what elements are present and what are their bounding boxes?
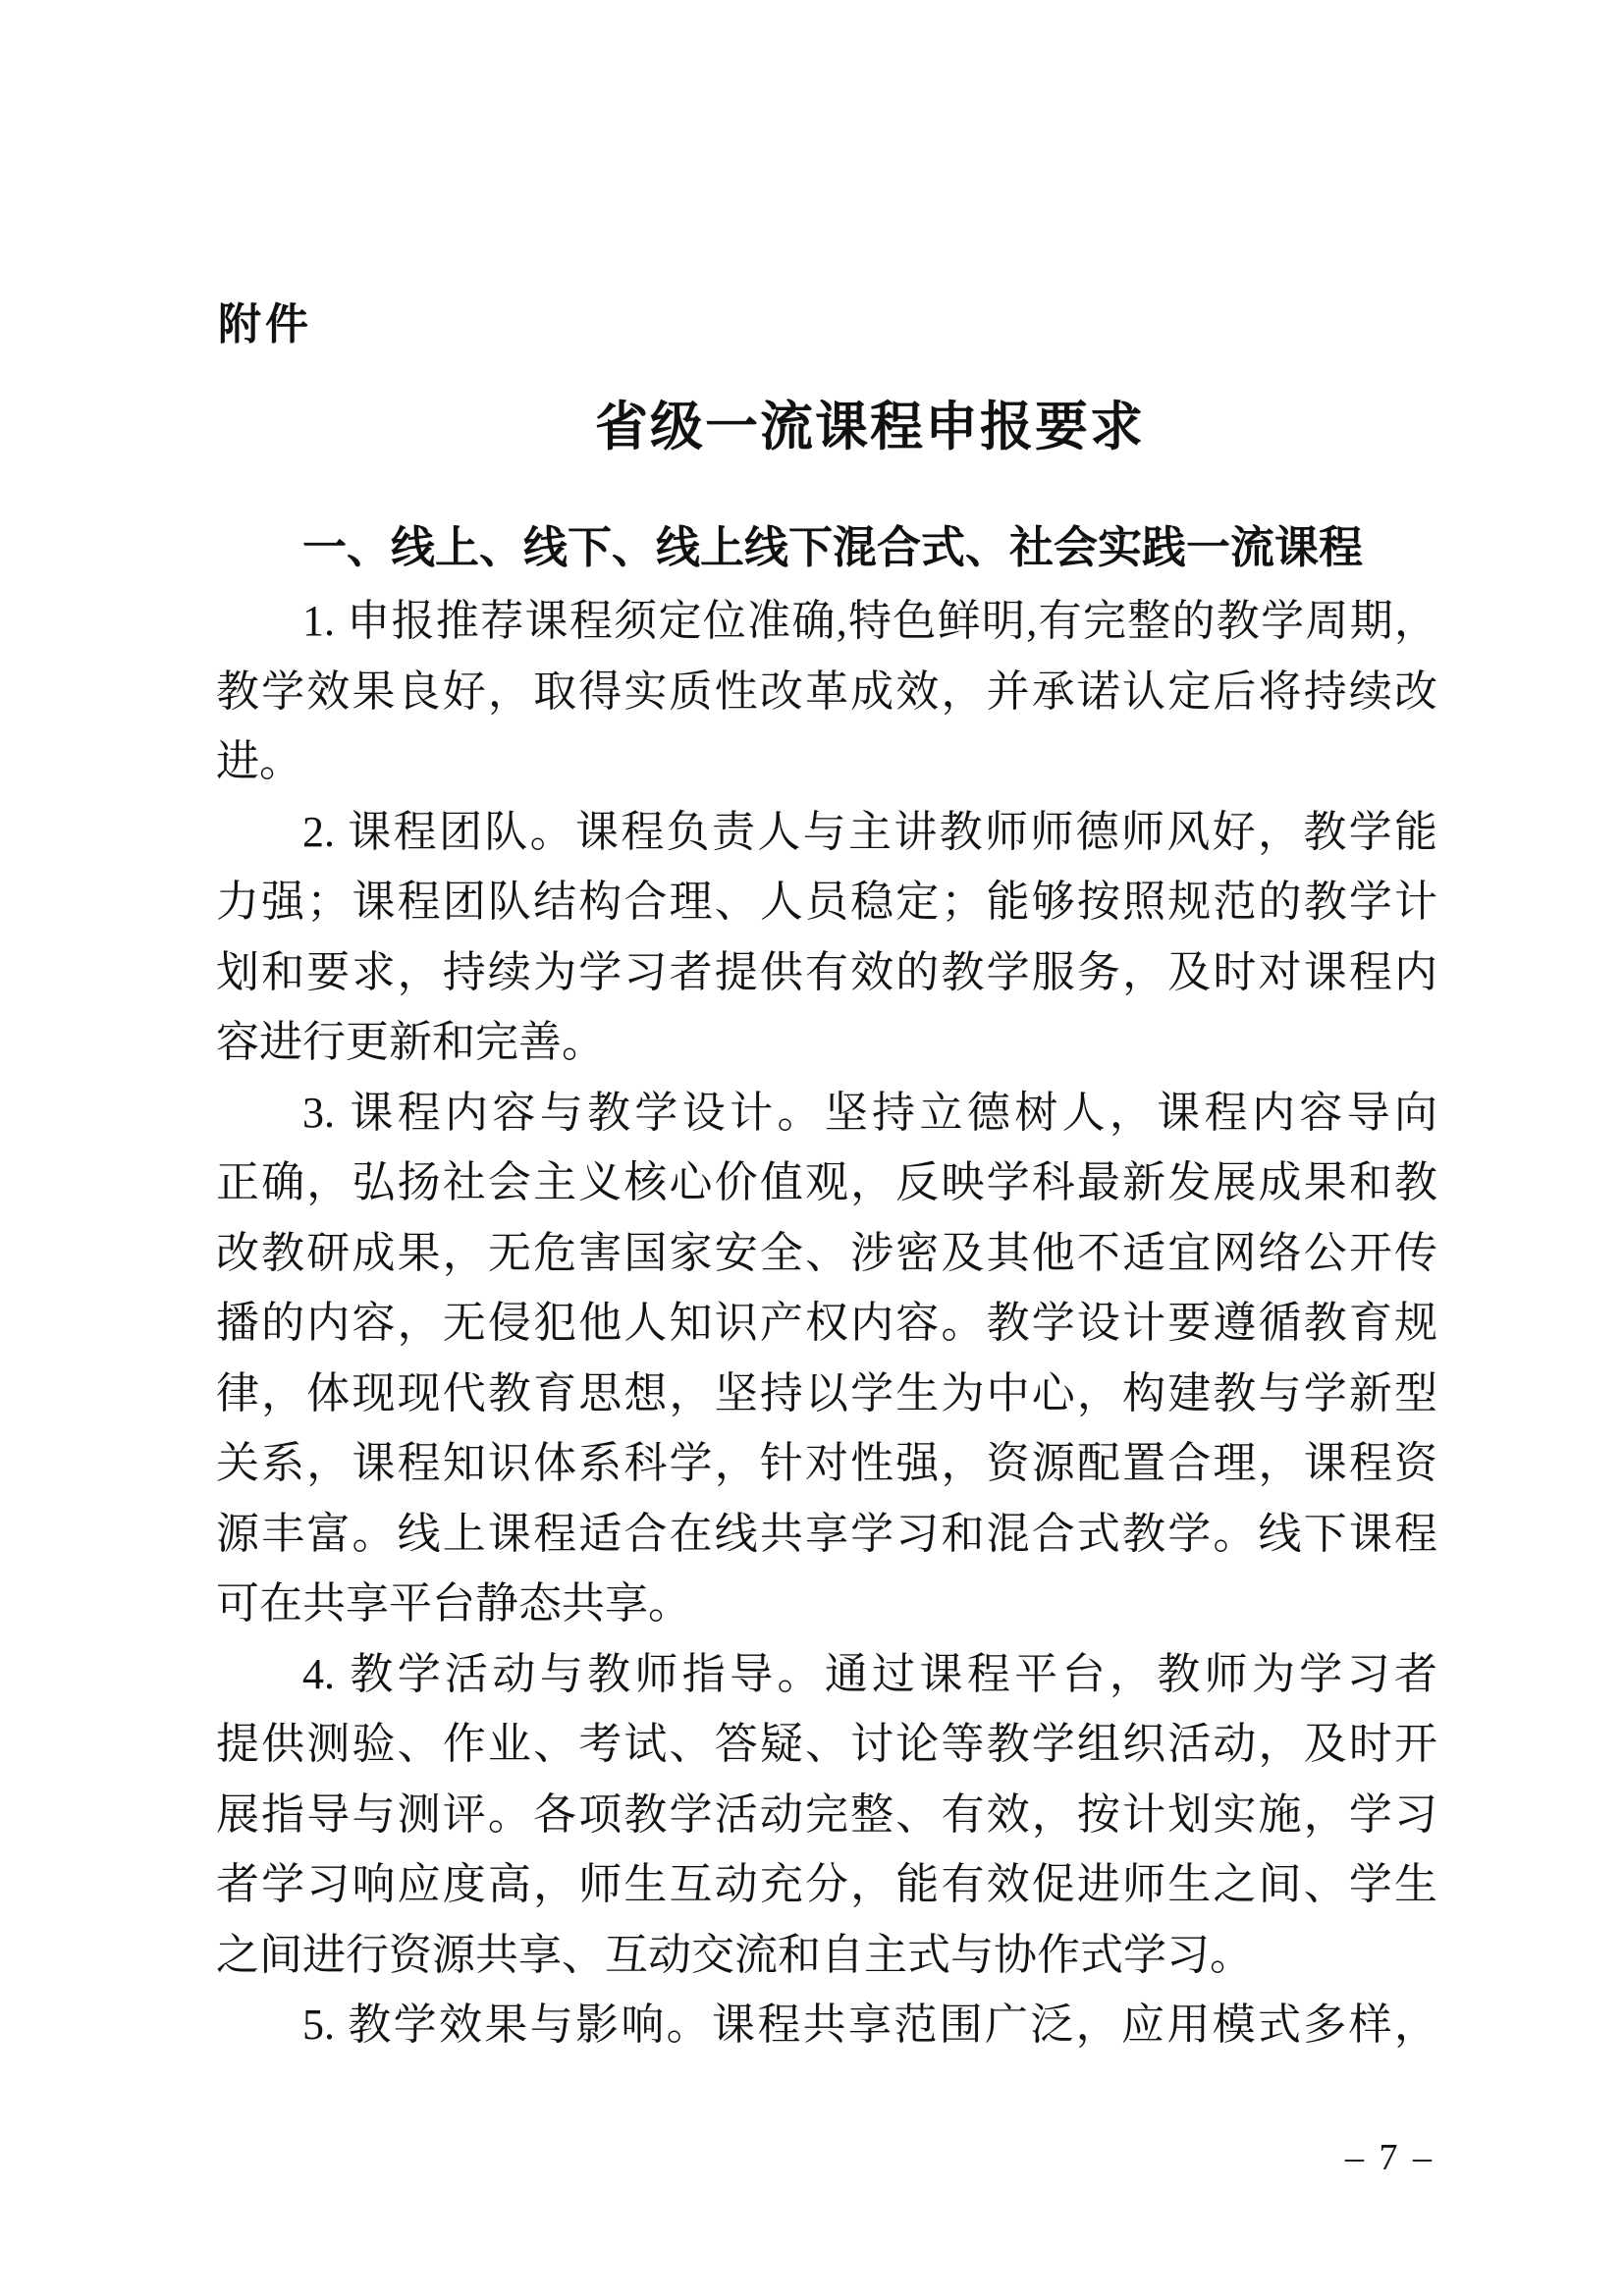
- page-number: – 7 –: [1345, 2137, 1435, 2178]
- body-line: 者学习响应度高，师生互动充分，能有效促进师生之间、学生: [216, 1860, 1437, 1908]
- body-line: 力强；课程团队结构合理、人员稳定；能够按照规范的教学计: [216, 878, 1437, 926]
- body-line: 播的内容，无侵犯他人知识产权内容。教学设计要遵循教育规: [216, 1299, 1437, 1347]
- section-heading: 一、线上、线下、线上线下混合式、社会实践一流课程: [302, 522, 1364, 572]
- body-line: 1. 申报推荐课程须定位准确,特色鲜明,有完整的教学周期，: [302, 597, 1437, 645]
- paragraph: [216, 1990, 1437, 2060]
- body-line: 源丰富。线上课程适合在线共享学习和混合式教学。线下课程: [216, 1509, 1437, 1558]
- body-line: 教学效果良好，取得实质性改革成效，并承诺认定后将持续改: [216, 667, 1437, 716]
- body-line: 律，体现现代教育思想，坚持以学生为中心，构建教与学新型: [216, 1368, 1437, 1417]
- body-line: 5. 教学效果与影响。课程共享范围广泛，应用模式多样，: [302, 2001, 1437, 2049]
- body-line: 关系，课程知识体系科学，针对性强，资源配置合理，课程资: [216, 1439, 1437, 1487]
- body-line: 之间进行资源共享、互动交流和自主式与协作式学习。: [216, 1930, 1253, 1979]
- body-line: 容进行更新和完善。: [216, 1018, 605, 1066]
- body-line: 展指导与测评。各项教学活动完整、有效，按计划实施，学习: [216, 1789, 1437, 1839]
- paragraph: [216, 1639, 1437, 1991]
- body-line: 3. 课程内容与教学设计。坚持立德树人，课程内容导向: [302, 1088, 1437, 1137]
- body-line: 进。: [216, 737, 302, 785]
- body-line: 正确，弘扬社会主义核心价值观，反映学科最新发展成果和教: [216, 1158, 1437, 1206]
- body-line: 改教研成果，无危害国家安全、涉密及其他不适宜网络公开传: [216, 1228, 1437, 1277]
- body-line: 划和要求，持续为学习者提供有效的教学服务，及时对课程内: [216, 947, 1437, 996]
- attachment-label: 附件: [218, 300, 312, 348]
- paragraph: [216, 1078, 1437, 1639]
- body-line: 可在共享平台静态共享。: [216, 1579, 691, 1628]
- document-title: 省级一流课程申报要求: [595, 398, 1145, 457]
- body-line: 提供测验、作业、考试、答疑、讨论等教学组织活动，及时开: [216, 1720, 1437, 1768]
- body-line: 2. 课程团队。课程负责人与主讲教师师德师风好，教学能: [302, 807, 1437, 856]
- paragraph: [216, 797, 1437, 1078]
- paragraph: [216, 586, 1437, 797]
- body-paragraphs: [216, 586, 1437, 2060]
- body-line: 4. 教学活动与教师指导。通过课程平台，教师为学习者: [302, 1649, 1437, 1698]
